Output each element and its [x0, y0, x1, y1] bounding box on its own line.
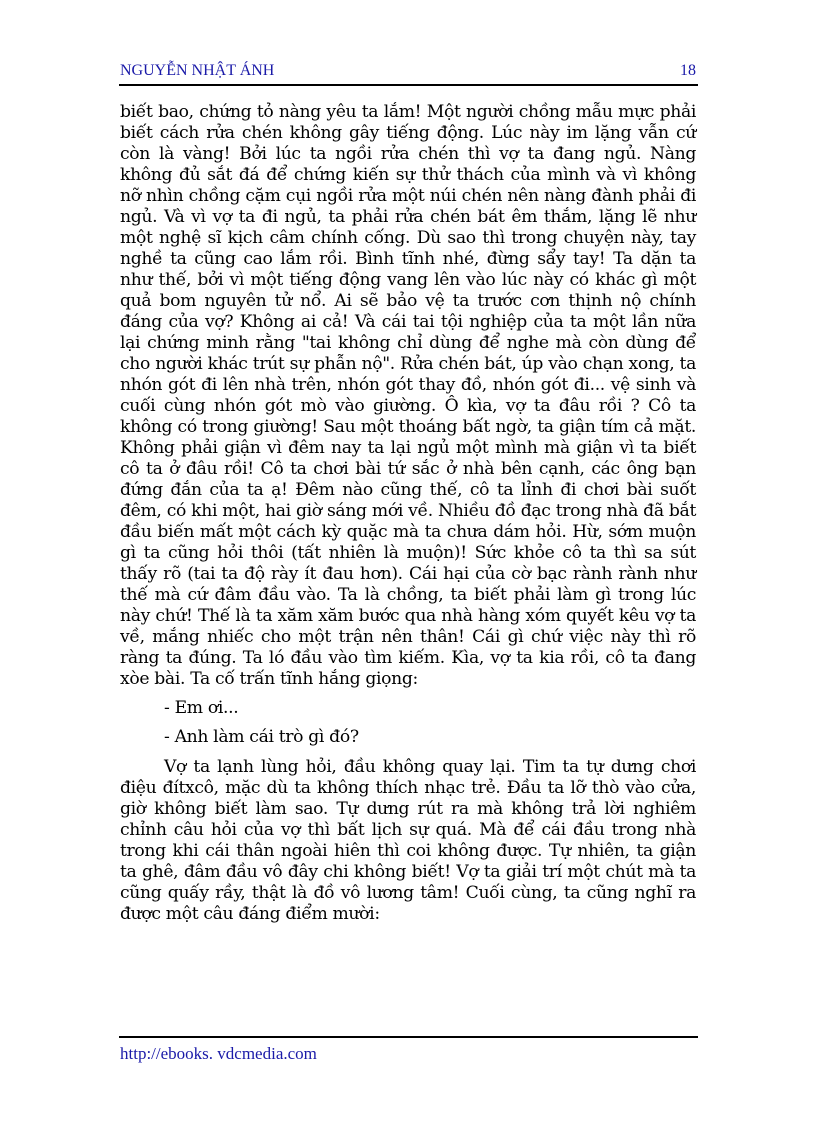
footer-divider — [119, 1036, 698, 1038]
dialog-line: - Anh làm cái trò gì đó? — [164, 727, 359, 747]
dialog-line: - Em ơi... — [164, 698, 239, 718]
footer-link[interactable]: http://ebooks. vdcmedia.com — [120, 1044, 317, 1063]
paragraph: Vợ ta lạnh lùng hỏi, đầu không quay lại. Tim ta tự dưng chơi điệu đítxcô, mặc dù ta không thích nhạc trẻ. Đầu ta lỡ thò vào cửa, giờ không biết làm sao. Tự dưng rút ra mà không trả lời nghiêm chỉnh câu hỏi của vợ thì bất lịch sự quá. Mà để cái đầu trong nhà trong khi cái thân ngoài hiên thì coi không được. Tự nhiên, ta giận ta ghê, đâm đầu vô đây chi không biết! Vợ ta giải trí một chút mà ta cũng quấy rầy, thật là đồ vô lương tâm! Cuối cùng, ta cũng nghĩ ra được một câu đáng điểm mười: — [120, 757, 696, 924]
paragraph: biết bao, chứng tỏ nàng yêu ta lắm! Một người chồng mẫu mực phải biết cách rửa chén không gây tiếng động. Lúc này im lặng vẫn cứ còn là vàng! Bởi lúc ta ngồi rửa chén thì vợ ta đang ngủ. Nàng không đủ sắt đá để chứng kiến sự thử thách của mình và vì không nỡ nhìn chồng cặm cụi ngồi rửa một núi chén nên nàng đành phải đi ngủ. Và vì vợ ta đi ngủ, ta phải rửa chén bát êm thắm, lặng lẽ như một nghệ sĩ kịch câm chính cống. Dù sao thì trong chuyện này, tay nghề ta cũng cao lắm rồi. Bình tĩnh nhé, đừng sẩy tay! Ta dặn ta như thế, bởi vì một tiếng động vang lên vào lúc này có khác gì một quả bom nguyên tử nổ. Ai sẽ bảo vệ ta trước cơn thịnh nộ chính đáng của vợ? Không ai cả! Và cái tai tội nghiệp của ta một lần nữa lại chứng minh rằng "tai không chỉ dùng để nghe mà còn dùng để cho người khác trút sự phẫn nộ". Rửa chén bát, úp vào chạn xong, ta nhón gót đi lên nhà trên, nhón gót thay đồ, nhón gót đi... vệ sinh và cuối cùng nhón gót mò vào giường. Ô kìa, vợ ta đâu rồi ? Cô ta không có trong giường! Sau một thoáng bất ngờ, ta giận tím cả mặt. Không phải giận vì đêm nay ta lại ngủ một mình mà giận vì ta biết cô ta ở đâu rồi! Cô ta chơi bài tứ sắc ở nhà bên cạnh, các ông bạn đứng đắn của ta ạ! Đêm nào cũng thế, cô ta lỉnh đi chơi bài suốt đêm, có khi một, hai giờ sáng mới về. Nhiều đồ đạc trong nhà đã bắt đầu biến mất một cách kỳ quặc mà ta chưa dám hỏi. Hừ, sớm muộn gì ta cũng hỏi thôi (tất nhiên là muộn)! Sức khỏe cô ta thì sa sút thấy rõ (tai ta độ rày ít đau hơn). Cái hại của cờ bạc rành rành như thế mà cứ đâm đầu vào. Ta là chồng, ta biết phải làm gì trong lúc này chứ! Thế là ta xăm xăm bước qua nhà hàng xóm quyết kêu vợ ta về, mắng nhiếc cho một trận nên thân! Cái gì chứ việc này thì rõ ràng ta đúng. Ta ló đầu vào tìm kiếm. Kìa, vợ ta kia rồi, cô ta đang xòe bài. Ta cố trấn tĩnh hắng giọng: — [120, 102, 696, 689]
main-text — [120, 102, 696, 925]
page-number: 18 — [680, 62, 696, 79]
page-header — [120, 62, 698, 84]
header-divider — [119, 84, 698, 86]
author-name: NGUYỄN NHẬT ÁNH — [120, 62, 275, 79]
